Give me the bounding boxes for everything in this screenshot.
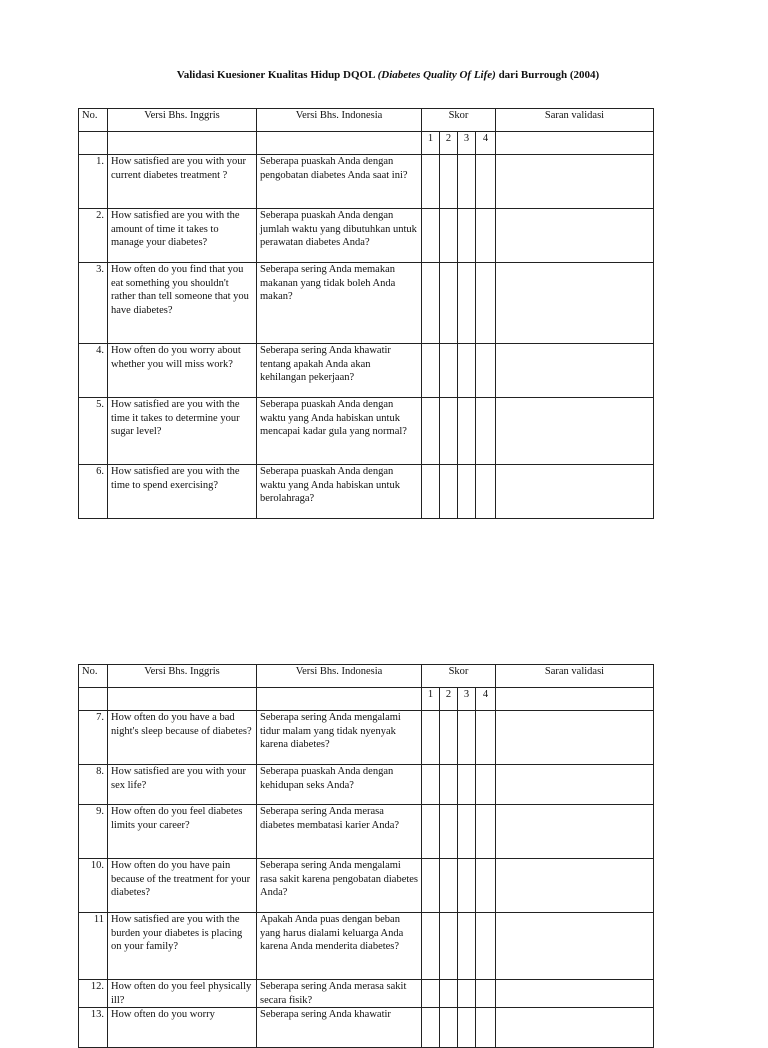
question-number: 12. [79,980,108,1008]
empty-cell [108,688,257,711]
question-row [79,805,654,859]
suggestion-cell[interactable] [496,263,654,344]
score-4-cell[interactable] [476,1008,496,1048]
question-number: 9. [79,805,108,859]
header-english: Versi Bhs. Inggris [108,109,257,132]
validation-table-1 [78,108,654,519]
question-number: 8. [79,765,108,805]
suggestion-cell[interactable] [496,805,654,859]
score-1-header: 1 [422,688,440,711]
header-suggestion: Saran validasi [496,665,654,688]
question-row [79,913,654,980]
indonesian-version: Apakah Anda puas dengan beban yang harus dialami keluarga Anda karena Anda menderita diabetes? [257,913,422,980]
score-2-cell[interactable] [440,344,458,398]
header-indonesian: Versi Bhs. Indonesia [257,109,422,132]
question-row [79,980,654,1008]
score-4-cell[interactable] [476,155,496,209]
score-2-cell[interactable] [440,263,458,344]
score-2-header: 2 [440,688,458,711]
score-1-cell[interactable] [422,859,440,913]
english-version: How often do you have pain because of the treatment for your diabetes? [108,859,257,913]
score-1-cell[interactable] [422,805,440,859]
question-row [79,398,654,465]
empty-cell [257,132,422,155]
suggestion-cell[interactable] [496,209,654,263]
score-2-cell[interactable] [440,711,458,765]
score-2-cell[interactable] [440,805,458,859]
question-row [79,263,654,344]
question-number: 6. [79,465,108,519]
score-1-cell[interactable] [422,263,440,344]
score-4-cell[interactable] [476,913,496,980]
suggestion-cell[interactable] [496,155,654,209]
score-2-cell[interactable] [440,859,458,913]
indonesian-version: Seberapa puaskah Anda dengan pengobatan diabetes Anda saat ini? [257,155,422,209]
suggestion-cell[interactable] [496,711,654,765]
score-2-cell[interactable] [440,209,458,263]
title-suffix: dari Burrough (2004) [495,69,600,81]
score-3-cell[interactable] [458,859,476,913]
indonesian-version: Seberapa sering Anda memakan makanan yang tidak boleh Anda makan? [257,263,422,344]
header-row [79,109,654,132]
score-3-cell[interactable] [458,765,476,805]
header-no: No. [79,109,108,132]
score-2-cell[interactable] [440,913,458,980]
english-version: How often do you worry [108,1008,257,1048]
question-number: 13. [79,1008,108,1048]
header-score: Skor [422,109,496,132]
validation-table-2 [78,664,654,1048]
empty-cell [496,688,654,711]
indonesian-version: Seberapa puaskah Anda dengan kehidupan seks Anda? [257,765,422,805]
score-3-cell[interactable] [458,980,476,1008]
question-row [79,344,654,398]
score-3-cell[interactable] [458,913,476,980]
score-3-header: 3 [458,688,476,711]
score-4-cell[interactable] [476,465,496,519]
score-1-cell[interactable] [422,980,440,1008]
english-version: How satisfied are you with your sex life? [108,765,257,805]
score-1-cell[interactable] [422,465,440,519]
score-3-header: 3 [458,132,476,155]
score-4-cell[interactable] [476,263,496,344]
english-version: How satisfied are you with the burden your diabetes is placing on your family? [108,913,257,980]
score-3-cell[interactable] [458,155,476,209]
score-4-cell[interactable] [476,711,496,765]
score-header-row [79,688,654,711]
indonesian-version: Seberapa sering Anda mengalami tidur malam yang tidak nyenyak karena diabetes? [257,711,422,765]
score-3-cell[interactable] [458,263,476,344]
header-no: No. [79,665,108,688]
suggestion-cell[interactable] [496,465,654,519]
english-version: How often do you find that you eat something you shouldn't rather than tell someone that you have diabetes? [108,263,257,344]
score-4-cell[interactable] [476,209,496,263]
score-4-header: 4 [476,132,496,155]
score-4-cell[interactable] [476,398,496,465]
empty-cell [79,132,108,155]
score-3-cell[interactable] [458,209,476,263]
score-1-cell[interactable] [422,1008,440,1048]
question-row [79,711,654,765]
score-3-cell[interactable] [458,344,476,398]
score-1-cell[interactable] [422,711,440,765]
score-1-cell[interactable] [422,209,440,263]
english-version: How often do you feel diabetes limits your career? [108,805,257,859]
question-number: 3. [79,263,108,344]
indonesian-version: Seberapa sering Anda mengalami rasa sakit karena pengobatan diabetes Anda? [257,859,422,913]
empty-cell [257,688,422,711]
question-number: 4. [79,344,108,398]
title-italic: (Diabetes Quality Of Life) [377,69,496,81]
score-4-cell[interactable] [476,859,496,913]
score-header-row [79,132,654,155]
score-3-cell[interactable] [458,711,476,765]
suggestion-cell[interactable] [496,344,654,398]
score-3-cell[interactable] [458,398,476,465]
english-version: How often do you worry about whether you will miss work? [108,344,257,398]
question-row [79,859,654,913]
question-number: 7. [79,711,108,765]
indonesian-version: Seberapa sering Anda khawatir tentang apakah Anda akan kehilangan pekerjaan? [257,344,422,398]
score-4-cell[interactable] [476,805,496,859]
indonesian-version: Seberapa puaskah Anda dengan jumlah waktu yang dibutuhkan untuk perawatan diabetes Anda? [257,209,422,263]
header-suggestion: Saran validasi [496,109,654,132]
score-4-header: 4 [476,688,496,711]
suggestion-cell[interactable] [496,859,654,913]
english-version: How satisfied are you with the time it takes to determine your sugar level? [108,398,257,465]
question-number: 5. [79,398,108,465]
empty-cell [108,132,257,155]
title-prefix: Validasi Kuesioner Kualitas Hidup DQOL [176,69,378,81]
suggestion-cell[interactable] [496,980,654,1008]
header-indonesian: Versi Bhs. Indonesia [257,665,422,688]
english-version: How satisfied are you with the amount of time it takes to manage your diabetes? [108,209,257,263]
score-2-cell[interactable] [440,155,458,209]
question-row [79,465,654,519]
score-4-cell[interactable] [476,765,496,805]
score-3-cell[interactable] [458,465,476,519]
score-1-cell[interactable] [422,913,440,980]
suggestion-cell[interactable] [496,913,654,980]
empty-cell [496,132,654,155]
score-2-cell[interactable] [440,398,458,465]
score-1-cell[interactable] [422,765,440,805]
question-row [79,155,654,209]
suggestion-cell[interactable] [496,398,654,465]
question-row [79,209,654,263]
score-2-cell[interactable] [440,765,458,805]
indonesian-version: Seberapa puaskah Anda dengan waktu yang Anda habiskan untuk mencapai kadar gula yang normal? [257,398,422,465]
score-2-cell[interactable] [440,980,458,1008]
header-score: Skor [422,665,496,688]
indonesian-version: Seberapa puaskah Anda dengan waktu yang Anda habiskan untuk berolahraga? [257,465,422,519]
score-4-cell[interactable] [476,980,496,1008]
header-english: Versi Bhs. Inggris [108,665,257,688]
indonesian-version: Seberapa sering Anda merasa sakit secara fisik? [257,980,422,1008]
score-1-header: 1 [422,132,440,155]
question-row [79,765,654,805]
score-3-cell[interactable] [458,805,476,859]
question-number: 2. [79,209,108,263]
score-2-cell[interactable] [440,465,458,519]
question-number: 1. [79,155,108,209]
english-version: How satisfied are you with the time to spend exercising? [108,465,257,519]
empty-cell [79,688,108,711]
score-2-header: 2 [440,132,458,155]
score-1-cell[interactable] [422,344,440,398]
score-4-cell[interactable] [476,344,496,398]
header-row [79,665,654,688]
english-version: How satisfied are you with your current diabetes treatment ? [108,155,257,209]
english-version: How often do you have a bad night's sleep because of diabetes? [108,711,257,765]
score-3-cell[interactable] [458,1008,476,1048]
suggestion-cell[interactable] [496,1008,654,1048]
question-number: 10. [79,859,108,913]
score-1-cell[interactable] [422,155,440,209]
question-row [79,1008,654,1048]
english-version: How often do you feel physically ill? [108,980,257,1008]
indonesian-version: Seberapa sering Anda merasa diabetes membatasi karier Anda? [257,805,422,859]
question-number: 11 [79,913,108,980]
score-2-cell[interactable] [440,1008,458,1048]
suggestion-cell[interactable] [496,765,654,805]
indonesian-version: Seberapa sering Anda khawatir [257,1008,422,1048]
document-title [0,69,768,81]
score-1-cell[interactable] [422,398,440,465]
